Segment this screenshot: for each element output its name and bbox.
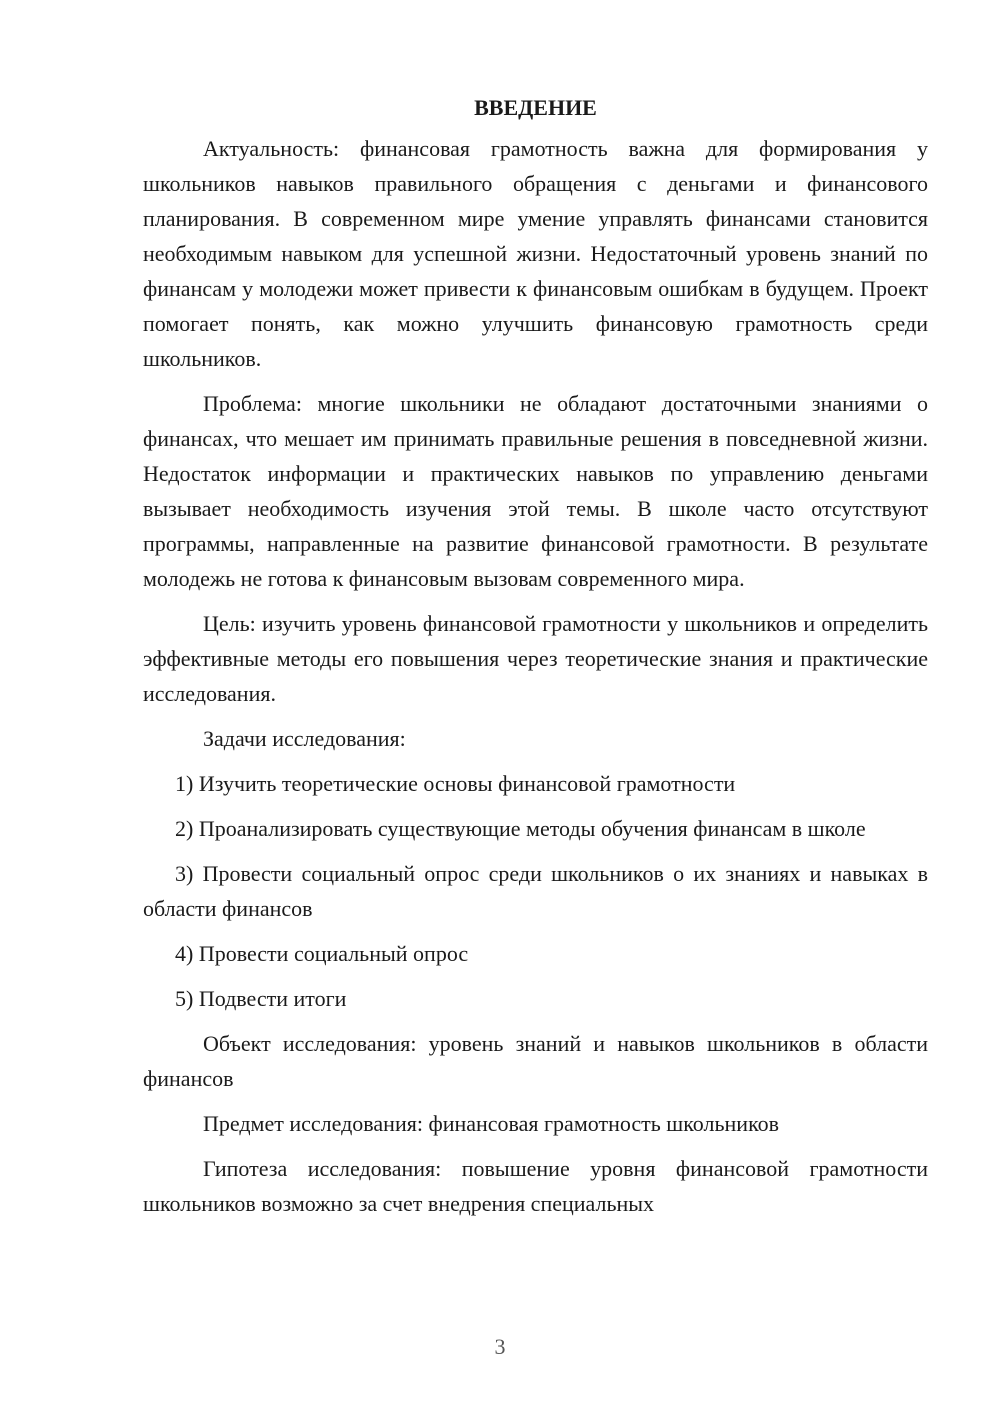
page-content bbox=[143, 90, 928, 1221]
task-item-3: 3) Провести социальный опрос среди школьников о их знаниях и навыках в области финансов bbox=[143, 861, 928, 921]
paragraph-object: Объект исследования: уровень знаний и навыков школьников в области финансов bbox=[143, 1031, 928, 1091]
paragraph-hypothesis: Гипотеза исследования: повышение уровня финансовой грамотности школьников возможно за счет внедрения специальных bbox=[143, 1156, 928, 1216]
task-item-4: 4) Провести социальный опрос bbox=[175, 941, 469, 966]
tasks-heading: Задачи исследования: bbox=[203, 726, 406, 751]
task-item-5: 5) Подвести итоги bbox=[175, 986, 347, 1011]
task-item-2: 2) Проанализировать существующие методы обучения финансам в школе bbox=[175, 816, 866, 841]
paragraph-goal: Цель: изучить уровень финансовой грамотности у школьников и определить эффективные методы его повышения через теоретические знания и практические исследования. bbox=[143, 611, 928, 706]
page-number: 3 bbox=[494, 1334, 506, 1359]
document-title: ВВЕДЕНИЕ bbox=[474, 95, 597, 120]
paragraph-subject: Предмет исследования: финансовая грамотность школьников bbox=[203, 1111, 780, 1136]
task-item-1: 1) Изучить теоретические основы финансовой грамотности bbox=[175, 771, 736, 796]
paragraph-relevance: Актуальность: финансовая грамотность важна для формирования у школьников навыков правильного обращения с деньгами и финансового планирования. В современном мире умение управлять финансами становится необходимым навыком для успешной жизни. Недостаточный уровень знаний по финансам у молодежи может привести к финансовым ошибкам в будущем. Проект помогает понять, как можно улучшить финансовую грамотность среди школьников. bbox=[143, 136, 928, 371]
paragraph-problem: Проблема: многие школьники не обладают достаточными знаниями о финансах, что мешает им принимать правильные решения в повседневной жизни. Недостаток информации и практических навыков по управлению деньгами вызывает необходимость изучения этой темы. В школе часто отсутствуют программы, направленные на развитие финансовой грамотности. В результате молодежь не готова к финансовым вызовам современного мира. bbox=[143, 391, 928, 591]
